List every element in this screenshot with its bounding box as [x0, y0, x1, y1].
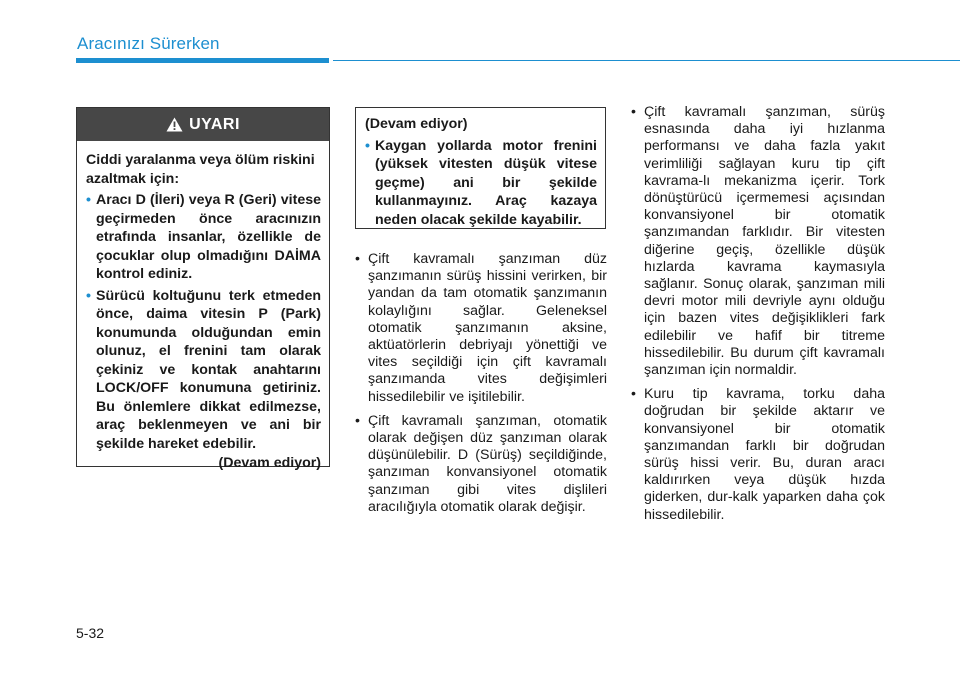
continued-body — [356, 108, 605, 229]
continued-warning-box — [355, 107, 606, 229]
body-bullet-text: Kuru tip kavrama, torku daha doğrudan bir şekilde aktarır ve konvansiyonel bir otomatik şanzımandan farklı bir doğrudan sürüş hissi verir. Bu, duran aracı kaldırırken veya düşük hızda giderken, dur-kalk yaparken daha çok hissedilebilir. — [644, 386, 885, 523]
body-bullet-text: Çift kavramalı şanzıman düz şanzımanın sürüş hissini verirken, bir yandan da tam otomatik şanzımanın kolaylığını sağlar. Geleneksel otomatik şanzımanın aksine, aktüatörlerin debriyajı yönettiği ve vites seçildiği için çift kavramalı şanzımanda vites değişimleri hissedilebilir ve işitilebilir. — [368, 251, 607, 405]
warning-box — [76, 107, 330, 471]
continued-header: (Devam ediyor) — [365, 116, 468, 132]
body-bullet-text: Çift kavramalı şanzıman, otomatik olarak değişen düz şanzıman olarak düşünülebilir. D (Sürüş) seçildiğinde, şanzıman konvansiyonel otomatik şanzıman gibi vites dişlileri aracılığıyla otomatik olarak değişir. — [368, 412, 607, 515]
body-bullet — [355, 251, 607, 406]
section-title: Aracınızı Sürerken — [77, 34, 220, 53]
header-rule-thick — [76, 58, 329, 63]
body-bullet — [355, 413, 607, 516]
bullet-dot-icon: • — [355, 412, 360, 429]
continued-bullet — [365, 137, 597, 230]
bullet-dot-icon: • — [631, 104, 636, 120]
column-3 — [631, 104, 885, 531]
warning-header — [77, 108, 329, 141]
header-rule-thin — [333, 60, 960, 61]
warning-bullet — [86, 287, 321, 454]
body-bullet — [631, 386, 885, 524]
column-2 — [355, 251, 607, 523]
bullet-dot-icon: • — [86, 192, 91, 208]
warning-bullet-text: Sürücü koltuğunu terk etmeden önce, daima vitesin P (Park) konumunda olduğundan emin olunuz, el frenini tam olarak çekiniz ve kontak anahtarını LOCK/OFF konumuna getiriniz. Bu önlemlere dikkat edilmezse, araç beklenmeyen ve ani bir şekilde hareket edebilir. — [96, 287, 321, 452]
warning-intro: Ciddi yaralanma veya ölüm riskini azaltmak için: — [86, 152, 315, 187]
warning-continued: (Devam ediyor) — [218, 455, 321, 471]
warning-bullet-text: Aracı D (İleri) veya R (Geri) vitese geçirmeden önce aracınızın etrafında insanlar, özellikle de çocuklar olup olmadığını DAİMA kontrol ediniz. — [96, 192, 321, 282]
warning-triangle-icon — [166, 117, 183, 132]
bullet-dot-icon: • — [355, 251, 360, 267]
warning-title: UYARI — [189, 115, 240, 133]
warning-bullet — [86, 191, 321, 284]
body-bullet-text: Çift kavramalı şanzıman, sürüş esnasında daha iyi hızlanma performansı ve daha fazla yakıt verimliliği sağlayan kuru tip çift kavrama-lı mekanizma içerir. Tork dönüştürücü içermemesi açısından konvansiyonel bir otomatik şanzımandan farklıdır. Bir vitesten diğerine geçiş, özellikle düşük hızlarda kavrama kaymasıyla sağlanır. Sonuç olarak, şanzıman mili devri motor mili devriyle aynı olduğu için bazen vites değişiklikleri fark edilebilir ve hafif bir titreme hissedilebilir. Bu durum çift kavramalı şanzıman için normaldir. — [644, 104, 885, 379]
bullet-dot-icon: • — [86, 287, 91, 304]
bullet-dot-icon: • — [631, 386, 636, 403]
warning-body — [77, 141, 329, 473]
body-bullet — [631, 104, 885, 379]
page-number: 5-32 — [76, 625, 105, 641]
continued-bullet-text: Kaygan yollarda motor frenini (yüksek vitesten düşük vitese geçme) ani bir şekilde kullanmayınız. Araç kazaya neden olacak şekilde kayabilir. — [375, 137, 597, 228]
bullet-dot-icon: • — [365, 137, 370, 154]
